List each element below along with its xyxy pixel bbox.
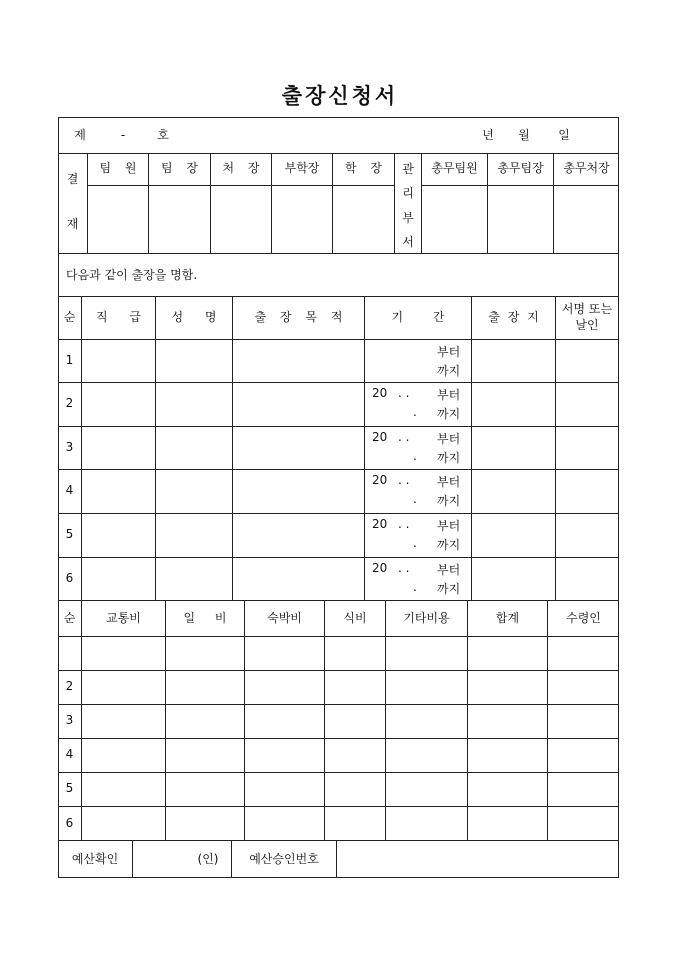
cost-header-no: 순 xyxy=(63,610,76,625)
cost-header-lodging: 숙박비 xyxy=(267,610,302,625)
trip-header-signature: 서명 또는 날인 xyxy=(561,302,613,332)
footer-row xyxy=(58,841,619,878)
trip-row-from: 부터 xyxy=(437,475,461,489)
trip-table xyxy=(58,297,619,601)
trip-row-date-dot: . xyxy=(413,580,417,594)
approval-header-director: 처 장 xyxy=(222,161,260,176)
trip-row-year: 20 xyxy=(372,561,388,575)
seal-mark: (인) xyxy=(197,851,219,866)
trip-row-from: 부터 xyxy=(437,519,461,533)
trip-row-from: 부터 xyxy=(437,345,461,359)
trip-row-no: 4 xyxy=(65,483,74,498)
budget-check-label: 예산확인 xyxy=(71,851,119,866)
trip-row-date-dots: . . xyxy=(398,430,410,444)
trip-row-date-dots: . . xyxy=(398,561,410,575)
date-day: 일 xyxy=(558,127,570,142)
management-dept-label: 관 리 부 서 xyxy=(402,162,414,249)
trip-row-to: 까지 xyxy=(437,538,461,552)
approval-header-team-member: 팀 원 xyxy=(99,161,137,176)
trip-row-from: 부터 xyxy=(437,388,461,402)
trip-header-rank: 직 급 xyxy=(96,310,141,325)
date-year: 년 xyxy=(482,127,494,142)
trip-header-purpose: 출 장 목 적 xyxy=(254,310,343,325)
doc-no-ho: 호 xyxy=(157,127,169,142)
approval-header-team-leader: 팀 장 xyxy=(161,161,198,176)
budget-approval-no-label: 예산승인번호 xyxy=(249,851,319,866)
doc-no-dash: - xyxy=(120,127,126,142)
trip-row-to: 까지 xyxy=(437,407,461,421)
trip-row-date-dot: . xyxy=(413,492,417,506)
trip-row-no: 2 xyxy=(65,396,74,411)
cost-row-no: 2 xyxy=(65,679,74,694)
approval-header-dean: 학 장 xyxy=(345,161,382,176)
trip-row-to: 까지 xyxy=(437,582,461,596)
trip-row-year: 20 xyxy=(372,386,388,400)
approval-label-top: 결 xyxy=(66,172,79,187)
trip-row-to: 까지 xyxy=(437,364,461,378)
trip-row-from: 부터 xyxy=(437,563,461,577)
approval-header-gen-affairs-member: 총무팀원 xyxy=(431,161,478,176)
approval-header-gen-affairs-director: 총무처장 xyxy=(563,161,610,176)
trip-header-period: 기 간 xyxy=(391,310,445,325)
cost-header-daily: 일 비 xyxy=(183,610,227,625)
trip-row-date-dots: . . xyxy=(398,517,410,531)
cost-row-no: 4 xyxy=(65,747,74,762)
trip-row-date-dots: . . xyxy=(398,386,410,400)
trip-row-date-dot: . xyxy=(413,449,417,463)
cost-header-transport: 교통비 xyxy=(106,610,141,625)
trip-header-name: 성 명 xyxy=(171,310,217,325)
statement-text: 다음과 같이 출장을 명함. xyxy=(66,267,198,282)
page-title: 출장신청서 xyxy=(281,83,399,108)
trip-row-year: 20 xyxy=(372,430,388,444)
trip-row-year: 20 xyxy=(372,473,388,487)
trip-row-date-dot: . xyxy=(413,405,417,419)
date-month: 월 xyxy=(518,127,530,142)
trip-row-to: 까지 xyxy=(437,494,461,508)
cost-header-meals: 식비 xyxy=(343,610,367,625)
trip-row-no: 6 xyxy=(65,571,74,586)
trip-row-no: 1 xyxy=(65,352,74,367)
trip-row-no: 3 xyxy=(65,439,74,454)
trip-row-no: 5 xyxy=(65,527,74,542)
trip-header-no: 순 xyxy=(63,310,76,325)
trip-row-date-dot: . xyxy=(413,536,417,550)
cost-header-recipient: 수령인 xyxy=(566,610,601,625)
doc-no-je: 제 xyxy=(74,127,86,142)
trip-row-date-dots: . . xyxy=(398,473,410,487)
trip-row-year: 20 xyxy=(372,517,388,531)
approval-header-gen-affairs-leader: 총무팀장 xyxy=(497,161,544,176)
trip-row-to: 까지 xyxy=(437,451,461,465)
cost-row-no: 5 xyxy=(65,781,74,796)
cost-row-no: 3 xyxy=(65,713,74,728)
cost-header-other: 기타비용 xyxy=(403,610,450,625)
cost-header-total: 합계 xyxy=(495,610,520,625)
cost-table xyxy=(58,601,619,841)
cost-row-no xyxy=(58,636,81,670)
approval-header-vice-dean: 부학장 xyxy=(284,161,320,176)
cost-row-no: 6 xyxy=(65,815,74,830)
trip-row-from: 부터 xyxy=(437,432,461,446)
approval-label-bottom: 재 xyxy=(66,217,79,232)
trip-header-destination: 출 장 지 xyxy=(488,310,539,325)
